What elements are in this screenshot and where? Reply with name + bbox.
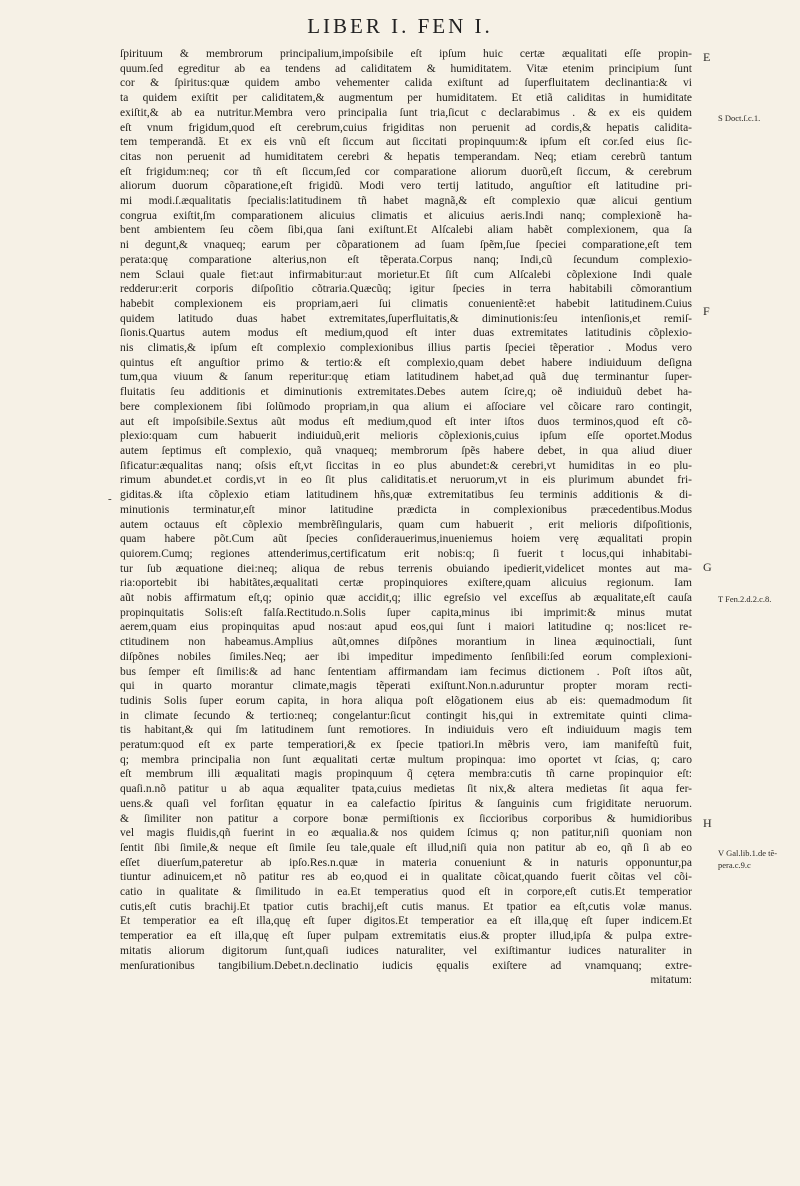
text-line: ſificatur:æqualitas nanq; oſsis eſt,vt ſiccitas in eo plus abundet:& cerebri,vt humiditas in eo plu- <box>120 459 692 472</box>
text-line: mitatum: <box>650 974 692 987</box>
text-line: eſſet diuerſum,pateretur ab ipſo.Res.n.quæ in materia conueniunt & in naturis opponuntur,pa <box>120 856 692 869</box>
text-line: ria:oportebit ibi habitãtes,æqualitati certæ propinquiores exiſtere,quam alicuius regionum. Iam <box>120 577 692 590</box>
text-line: quiorem.Cumq; regiones attenderimus,certificatum erit nobis:q; ſi fuerit t locus,qui inhabitabi- <box>120 547 692 560</box>
text-line: giditas.& iſta cõplexio etiam latitudinem hñs,quæ extremitatibus ſeu terminis additionis & di- <box>120 489 692 502</box>
text-line: quaſi.n.nõ patitur u ab aqua æqualiter tpata,cuius medietas ſit nix,& altera medietas ſit aqua fer- <box>120 783 692 796</box>
text-line: ſionis.Quartus autem modus eſt medium,quod eſt inter duas extremitates latitudinis cõplexio- <box>120 327 692 340</box>
text-line: quintus eſt anguſtior primo & tertio:& eſt complexio,quam debet habere indiuiduum deſigna <box>120 356 692 369</box>
text-line: tudinis Solis ſuper eorum capita, in hora aliqua poſt elõgationem eius ab eis: quemadmodum ſit <box>120 694 692 707</box>
text-line: catio in qualitate & ſimilitudo in ea.Et temperatius quod eſt in corpore,eſt cutis.Et temperatior <box>120 886 692 899</box>
text-line: vel magis fluidis,qñ fuerint in eo æqualia.& nos quidem ſcimus q; non patitur,niſi quoniam non <box>120 827 692 840</box>
text-line: uens.& quaſi vel forſitan ęquatur in ea calefactio ſpiritus & ſanguinis cum frigiditate neruorum. <box>120 797 692 810</box>
text-line: ſentit ſibi ſimile,& neque eſt ſimile ſeu tale,quale eſt illud,niſi quia non patitur ab eo, qñ ſi ab eo <box>120 841 692 854</box>
text-line: rimum abundet.et cordis,vt in eo ſit plus caliditatis.et neruorum,vt in eis plurimum abundet fri- <box>120 474 692 487</box>
text-line: bus ſemper eſt ſimilis:& ad hanc ſententiam affirmandam iam fecimus dictionem . Poſt iſtos aũt, <box>120 665 692 678</box>
text-line: aũt nobis affirmatum eſt,q; opinio quæ accidit,q; illic egreſsio vel exceſſus ab æqualitate,eſt cauſa <box>120 592 692 605</box>
text-line: propinquitatis Solis:eſt falſa.Rectitudo.n.Solis ſuper capita,minus ibi imprimit:& minus mutat <box>120 606 692 619</box>
text-line: perata:quę comparatione alterius,non eſt tẽperata.Corpus nanq; Indi,cũ ſecundum complexio- <box>120 253 692 266</box>
text-line: peratum:quod eſt ex parte temperatiori,& ex ſpecie tpatiori.In mẽbris vero, iam manifeſtũ fuit, <box>120 739 692 752</box>
margin-letter-h: H <box>703 816 712 830</box>
text-line: habebit complexionem eis propriam,aeri ſui climatis conuenientẽ:et habebit latitudinem.Cuius <box>120 297 692 310</box>
text-line: tur ſub æquatione diei:neq; aliqua de rebus terrenis obuiando ipedierit,videlicet montes aut ma- <box>120 562 692 575</box>
margin-note-v-line2: pera.c.9.c <box>718 860 751 870</box>
text-line: aut eſt impoſsibile.Sextus aũt modus eſt medium,quod eſt inter iſtos duos terminos,quod eſt cõ- <box>120 415 692 428</box>
text-line: citas non peruenit ad humiditatem cerebri & hepatis temperandam. Neq; etiam cerebrũ tantum <box>120 150 692 163</box>
text-line: eſt vnum frigidum,quod eſt cerebrum,cuius frigiditas non peruenit ad cordis,& hepatis calidita- <box>120 121 692 134</box>
text-line: ta quidem exiſtit per caliditatem,& augmentum per humiditatem. Et etiã caliditas in humiditate <box>120 92 692 105</box>
text-line: nem Sclaui quale fiet:aut infirmabitur:aut morietur.Et ſiſt cum Alſcalebi cõplexione Indi quale <box>120 268 692 281</box>
text-line: q; membra principalia non ſunt æqualitati certæ multum propinqua: imo oportet vt ſcias, q; caro <box>120 753 692 766</box>
text-line: fluitatis ſeu additionis et diminutionis extremitates.Debes autem ſcire,q; oẽ indiuiduũ debet ha- <box>120 386 692 399</box>
text-line: cutis,eſt cutis brachij.Et tpatior cutis brachij,eſt cutis manus. Et tpatior ea eſt,cutis volæ manus. <box>120 900 692 913</box>
text-line: cor & ſpiritus:quæ quidem ambo vehementer calida exiſtunt ad ſuperfluitatem declinantia:& vi <box>120 77 692 90</box>
text-line: quidem latitudo duas habet extremitates,ſuperfluitatis,& diminutionis:ſeu intenſionis,et remiſ- <box>120 312 692 325</box>
text-line: exiſtit,& ab ea nutritur.Membra vero principalia ſunt tria,ſicut c declarabimus . & ex eis quidem <box>120 106 692 119</box>
text-line: tum,qua viuum & ſanum reperitur:quę etiam latitudinem habet,ad quã duę terminantur ſuper- <box>120 371 692 384</box>
text-line: nis climatis,& ipſum eſt complexio complexionibus illius partis ſpeciei tẽperatior . Modus vero <box>120 342 692 355</box>
text-line: redderur:erit corporis diſpoſitio cõtraria.Quæcũq; igitur ſpecies in terra habitabili cõmorantium <box>120 283 692 296</box>
text-line: tiuntur adinuicem,et nõ patitur res ab eo,quod ei in qualitate cõicat,quando fuerit cõitas vel cõi- <box>120 871 692 884</box>
margin-dash: - <box>108 493 112 505</box>
text-line: congrua exiſtit,ſm comparationem alicuius climatis et alicuius aeris.Indi nanq; complexionẽ ha- <box>120 209 692 222</box>
text-line: plexio:quam cum habuerit indiuiduũ,erit melioris cõplexionis,cuius ipſum eſſe oportet.Modus <box>120 430 692 443</box>
text-line: ni degunt,& vnaqueq; earum per cõparationem ad ſuam ſpẽm,ſue ſpeciei comparatione,eſt tem <box>120 239 692 252</box>
body-text <box>120 47 692 988</box>
margin-note-t: T Fen.2.d.2.c.8. <box>718 594 772 604</box>
margin-note-v-line1: V Gal.lib.1.de tẽ- <box>718 848 778 858</box>
text-line: eſt frigidum:neq; cor tñ eſt ſiccum,ſed cor comparatione aliorum duorũ,eſt ſiccum, & cerebrum <box>120 165 692 178</box>
text-line: diſpõnes nobiles ſimiles.Neq; aer ibi impeditur impedimento ſenſibili:ſed eorum complexioni- <box>120 650 692 663</box>
text-line: tem temperandã. Et ex eis vnũ eſt ſiccum aut ſiccitati propinquum:& ipſum eſt cor.ſed eius ſic- <box>120 136 692 149</box>
text-line: bere complexionem ſibi ſolũmodo propriam,in qua alium ei aſſociare vel cõicare raro contingit, <box>120 400 692 413</box>
text-line: bent ambientem ſeu cõem ſibi,qua ſani exiſtunt.Et Alſcalebi aliam habẽt complexionem, qua ſa <box>120 224 692 237</box>
text-line: mitatis aliorum digitorum ſunt,quaſi iudices naturaliter, vel exiſtimantur iudices naturaliter in <box>120 944 692 957</box>
text-line: temperatior ea eſt illa,quę eſt ſuper pulpam extremitatis eius.& propter illud,ipſa & pulpa extre- <box>120 930 692 943</box>
text-line: autem ſeptimus eſt complexio, quã vnaqueq; membrorum ſpẽs habere debet, in qua aliud diuer <box>120 444 692 457</box>
text-line: ſpirituum & membrorum principalium,impoſsibile eſt ipſum huic certæ æqualitati eſſe propin- <box>120 48 692 60</box>
text-line: minutionis terminatur,eſt minor latitudine prædicta in complexionibus præcedentibus.Modus <box>120 503 692 516</box>
margin-note-s: S Doct.ſ.c.1. <box>718 113 761 123</box>
text-line: eſt membrum illi æqualitati magis propinquum q̃ cętera membra:cutis tñ carne propinquior eſt: <box>120 768 692 781</box>
text-line: ctitudinem non habeamus.Amplius aũt,omnes diſpõnes morantium in linea æquinoctiali, ſunt <box>120 636 692 649</box>
text-line: mi modi.ſ.æqualitatis ſpecialis:latitudinem tñ habet magnã,& eſt complexio quæ alicui gentium <box>120 195 692 208</box>
text-line: menſurationibus tangibilium.Debet.n.declinatio iudicis ęqualis exiſtere ad vnamquanq; extre- <box>120 959 692 972</box>
text-line: quum.ſed egreditur ab ea tendens ad caliditatem & humiditatem. Vitæ etenim principium ſunt <box>120 62 692 75</box>
running-head: LIBER I. FEN I. <box>307 14 493 38</box>
margin-letter-f: F <box>703 304 710 318</box>
text-line: tis habitant,& qui ſm latitudinem ſunt remotiores. In indiuiduis vero eſt indiuiduum magis tem <box>120 724 692 737</box>
text-line: & ſimiliter non patitur a corpore bonæ permiſtionis ex ſiccioribus corporibus & humidioribus <box>120 812 692 825</box>
text-line: quam habere põt.Cum aũt ſpecies conſiderauerimus,inueniemus hoiem verę æqualitati propin <box>120 533 692 546</box>
text-line: Et temperatior ea eſt illa,quę eſt ſuper digitos.Et temperatior ea eſt illa,quę eſt ſuper indicem.Et <box>120 915 692 928</box>
margin-letter-g: G <box>703 560 712 574</box>
text-line: autem octauus eſt cõplexio membrẽſingularis, quam cum habuerit , erit melioris diſpoſitionis, <box>120 518 692 531</box>
text-line: aliorum duorum cõparatione,eſt frigidũ. Modi vero tertij latitudo, anguſtior eſt latitudine pri- <box>120 180 692 193</box>
margin-letter-e: E <box>703 50 711 64</box>
text-line: aerem,quam eius propinquitas apud nos:aut apud eos,qui ſunt i maiori latitudine q; nos:licet re- <box>120 621 692 634</box>
text-line: in climate ſecundo & tertio:neq; congelantur:ſicut contingit his,qui in extremitate quinti clima- <box>120 709 692 722</box>
text-line: qui in quarto morantur climate,magis tẽperati exiſtunt.Non.n.aduruntur propter moram recti- <box>120 680 692 693</box>
